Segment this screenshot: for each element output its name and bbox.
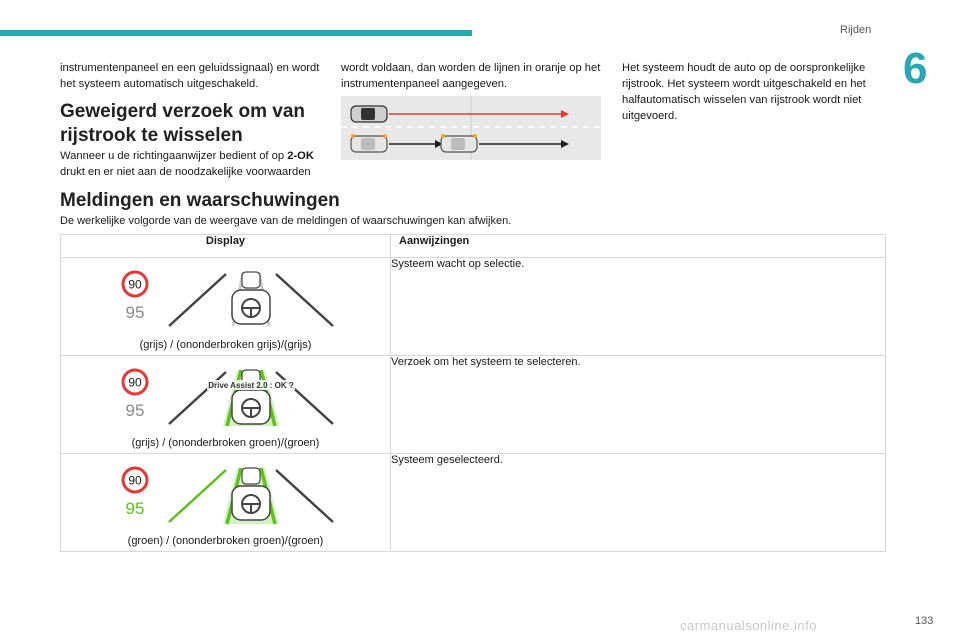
heading-refused-lane-change: Geweigerd verzoek om van rijstrook te wisselen	[60, 101, 305, 146]
speed-limit-value: 90	[128, 375, 142, 390]
messages-table	[60, 234, 886, 552]
vehicle-speed-value: 95	[125, 401, 145, 420]
col1-p2-part-c: drukt en er niet aan de noodzakelijke voorwaarden	[60, 166, 311, 178]
instruction-cell: Systeem geselecteerd.	[391, 454, 886, 552]
col2-paragraph-1: wordt voldaan, dan worden de lijnen in oranje op het instrumentenpaneel aangegeven.	[341, 62, 601, 90]
lane-change-illustration	[341, 96, 601, 160]
column-header-display: Display	[61, 235, 391, 258]
section-intro: De werkelijke volgorde van de weergave van de meldingen of waarschuwingen kan afwijken.	[60, 215, 512, 227]
vehicle-speed-value: 95	[125, 303, 145, 322]
page-number: 133	[915, 615, 934, 627]
display-illustration	[61, 258, 390, 355]
column-header-instructions: Aanwijzingen	[391, 235, 886, 258]
chapter-number: 6	[903, 44, 928, 93]
display-illustration	[61, 454, 390, 551]
display-caption: (groen) / (ononderbroken groen)/(groen)	[127, 535, 324, 547]
watermark: carmanualsonline.info	[680, 618, 817, 633]
column-1-paragraph-2	[60, 148, 325, 180]
instruction-cell: Verzoek om het systeem te selecteren.	[391, 356, 886, 454]
table-row	[61, 356, 886, 454]
table-header-row	[61, 235, 886, 258]
display-illustration	[61, 356, 390, 453]
vehicle-speed-value: 95	[125, 499, 145, 518]
table-row	[61, 258, 886, 356]
column-2-text	[341, 60, 606, 92]
col1-p2-part-a: Wanneer u de richtingaanwijzer bedient of op	[60, 150, 288, 162]
car-bottom-left-icon	[351, 134, 387, 152]
header-accent-bar	[0, 30, 472, 36]
column-1-text	[60, 60, 325, 92]
col1-p2-key: 2-OK	[287, 150, 314, 162]
heading-messages-warnings: Meldingen en waarschuwingen	[60, 190, 340, 211]
col1-paragraph-1: instrumentenpaneel en een geluidssignaal) en wordt het systeem automatisch uitgeschakeld.	[60, 62, 320, 90]
speed-limit-value: 90	[128, 473, 142, 488]
section-label: Rijden	[840, 24, 872, 36]
col3-paragraph-1: Het systeem houdt de auto op de oorspronkelijke rijstrook. Het systeem wordt uitgeschakeld en het halfautomatisch wisselen van rijstrook wordt niet uitgevoerd.	[622, 62, 866, 122]
car-bottom-right-icon	[441, 134, 477, 152]
display-caption: (grijs) / (ononderbroken grijs)/(grijs)	[139, 339, 312, 351]
speed-limit-value: 90	[128, 277, 142, 292]
drive-assist-prompt: Drive Assist 2.0 : OK ?	[208, 381, 294, 390]
instruction-cell: Systeem wacht op selectie.	[391, 258, 886, 356]
car-top-icon	[351, 106, 387, 122]
column-3-text	[622, 60, 872, 124]
table-row	[61, 454, 886, 552]
display-caption: (grijs) / (ononderbroken groen)/(groen)	[131, 437, 320, 449]
